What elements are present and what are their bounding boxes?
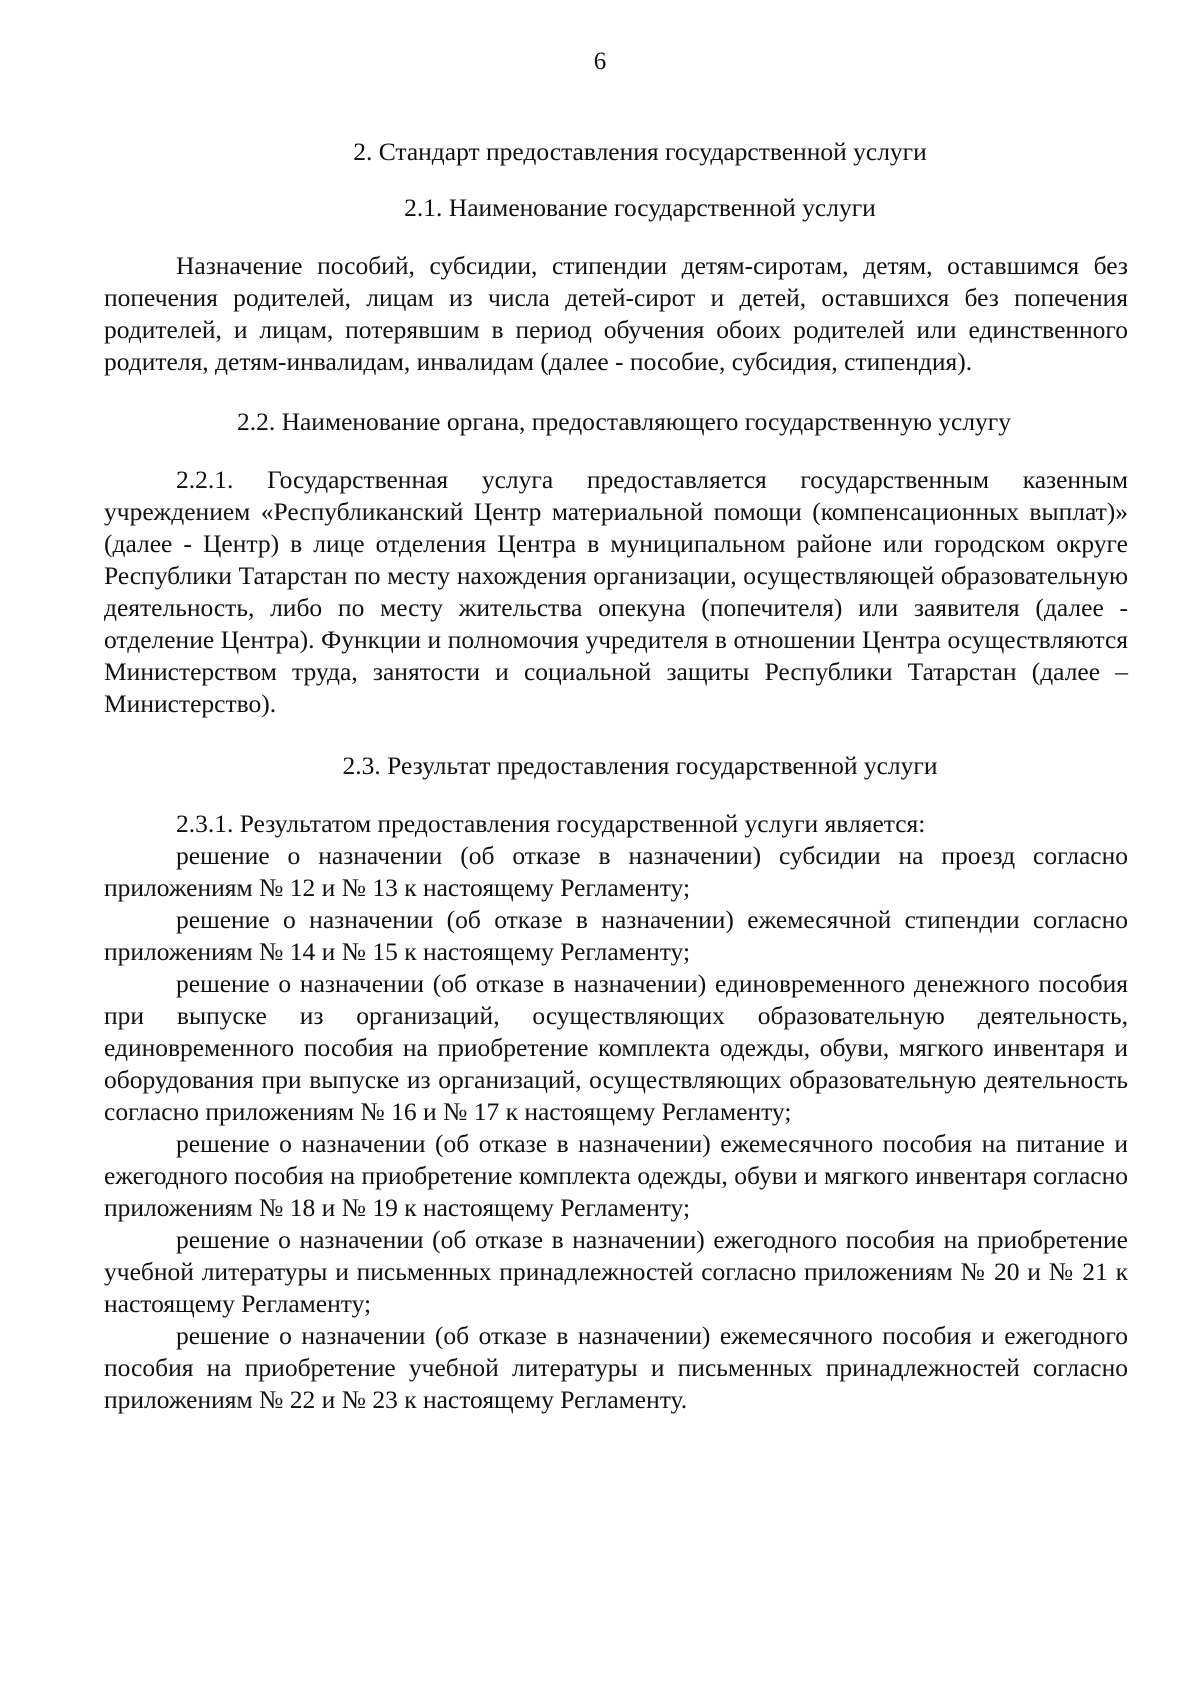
section-2-3-1-intro: 2.3.1. Результатом предоставления государственной услуги является:: [176, 809, 926, 838]
section-2-3-heading: 2.3. Результат предоставления государственной услуги: [342, 751, 938, 780]
result-item-graduation-allowance: решение о назначении (об отказе в назначении) единовременного денежного пособия при выпуске из организаций, осуществляющих образовательную деятельность, единовременного пособия на приобретение комплекта одежды, обуви, мягкого инвентаря и оборудования при выпуске из организаций, осуществляющих образовательную деятельность согласно приложениям № 16 и № 17 к настоящему Регламенту;: [104, 969, 1128, 1126]
result-item-subsidy-travel: решение о назначении (об отказе в назначении) субсидии на проезд согласно приложениям № 12 и № 13 к настоящему Регламенту;: [104, 841, 1128, 902]
document-body: [104, 136, 1128, 1416]
result-item-food-clothing-allowance: решение о назначении (об отказе в назначении) ежемесячного пособия на питание и ежегодного пособия на приобретение комплекта одежды, обуви и мягкого инвентаря согласно приложениям № 18 и № 19 к настоящему Регламенту;: [104, 1129, 1128, 1222]
section-2-1-paragraph: Назначение пособий, субсидии, стипендии детям-сиротам, детям, оставшимся без попечения родителей, лицам из числа детей-сирот и детей, оставшихся без попечения родителей, и лицам, потерявшим в период обучения обоих родителей или единственного родителя, детям-инвалидам, инвалидам (далее - пособие, субсидия, стипендия).: [104, 251, 1128, 376]
section-2-2-heading: 2.2. Наименование органа, предоставляющего государственную услугу: [236, 407, 1012, 436]
result-item-literature-allowance: решение о назначении (об отказе в назначении) ежегодного пособия на приобретение учебной литературы и письменных принадлежностей согласно приложениям № 20 и № 21 к настоящему Регламенту;: [104, 1225, 1128, 1318]
result-item-monthly-stipend: решение о назначении (об отказе в назначении) ежемесячной стипендии согласно приложениям № 14 и № 15 к настоящему Регламенту;: [104, 905, 1128, 966]
section-2-1-heading: 2.1. Наименование государственной услуги: [404, 193, 876, 222]
result-item-monthly-literature-allowance: решение о назначении (об отказе в назначении) ежемесячного пособия и ежегодного пособия на приобретение учебной литературы и письменных принадлежностей согласно приложениям № 22 и № 23 к настоящему Регламенту.: [104, 1321, 1128, 1414]
section-2-heading: 2. Стандарт предоставления государственной услуги: [353, 137, 927, 166]
page-number: 6: [593, 48, 607, 75]
section-2-2-1-paragraph: 2.2.1. Государственная услуга предоставляется государственным казенным учреждением «Республиканский Центр материальной помощи (компенсационных выплат)» (далее - Центр) в лице отделения Центра в муниципальном районе или городском округе Республики Татарстан по месту нахождения организации, осуществляющей образовательную деятельность, либо по месту жительства опекуна (попечителя) или заявителя (далее - отделение Центра). Функции и полномочия учредителя в отношении Центра осуществляются Министерством труда, занятости и социальной защиты Республики Татарстан (далее – Министерство).: [104, 465, 1128, 718]
